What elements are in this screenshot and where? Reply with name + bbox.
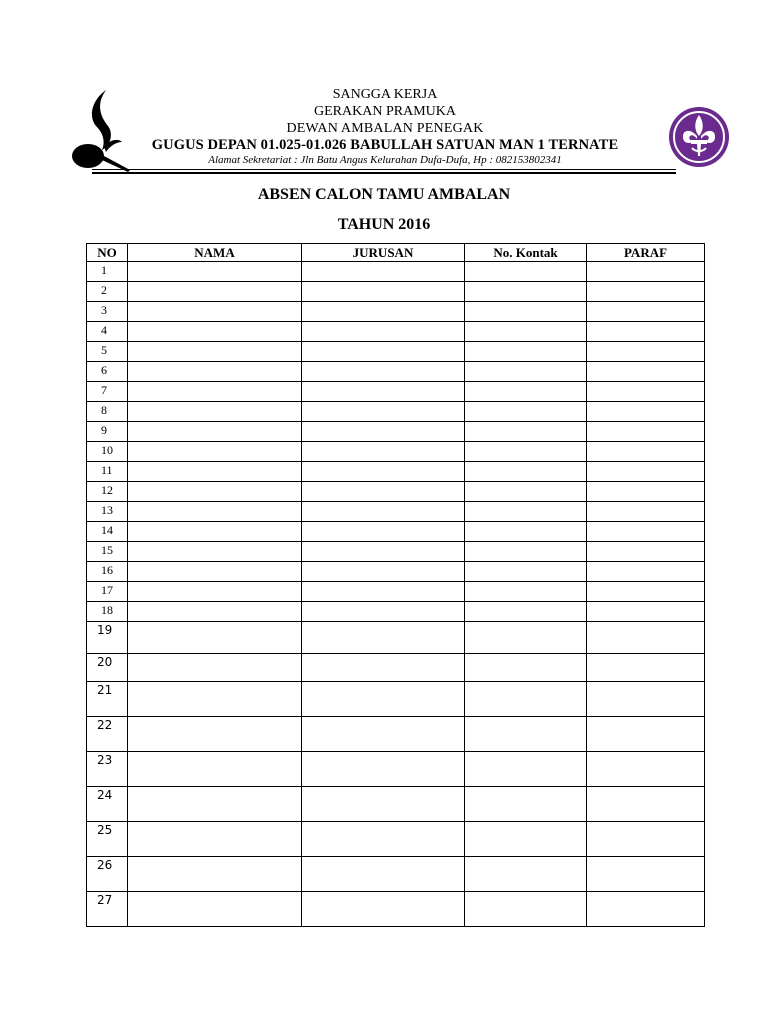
tunas-kelapa-logo-icon [66, 86, 130, 174]
blank-cell[interactable] [587, 342, 705, 362]
table-row [87, 302, 705, 322]
blank-cell[interactable] [128, 822, 302, 857]
blank-cell[interactable] [465, 522, 587, 542]
table-row [87, 622, 705, 654]
blank-cell[interactable] [587, 682, 705, 717]
blank-cell[interactable] [587, 382, 705, 402]
blank-cell[interactable] [587, 482, 705, 502]
blank-cell[interactable] [128, 382, 302, 402]
row-number: 11 [87, 462, 128, 482]
blank-cell[interactable] [302, 582, 465, 602]
blank-cell[interactable] [465, 857, 587, 892]
blank-cell[interactable] [587, 302, 705, 322]
table-row [87, 422, 705, 442]
table-row [87, 342, 705, 362]
blank-cell[interactable] [465, 322, 587, 342]
blank-cell[interactable] [302, 654, 465, 682]
blank-cell[interactable] [587, 654, 705, 682]
column-header: No. Kontak [465, 244, 587, 262]
row-number: 15 [87, 542, 128, 562]
blank-cell[interactable] [302, 717, 465, 752]
table-row [87, 682, 705, 717]
header-line-3: DEWAN AMBALAN PENEGAK [286, 121, 484, 136]
blank-cell[interactable] [587, 542, 705, 562]
blank-cell[interactable] [465, 787, 587, 822]
blank-cell[interactable] [587, 892, 705, 927]
blank-cell[interactable] [465, 482, 587, 502]
blank-cell[interactable] [128, 482, 302, 502]
table-row [87, 362, 705, 382]
blank-cell[interactable] [302, 422, 465, 442]
blank-cell[interactable] [128, 582, 302, 602]
blank-cell[interactable] [128, 402, 302, 422]
row-number: 7 [87, 382, 128, 402]
blank-cell[interactable] [128, 654, 302, 682]
blank-cell[interactable] [587, 582, 705, 602]
blank-cell[interactable] [465, 302, 587, 322]
table-row [87, 462, 705, 482]
blank-cell[interactable] [587, 402, 705, 422]
row-number: 20 [87, 654, 128, 682]
row-number: 27 [87, 892, 128, 927]
table-row [87, 892, 705, 927]
blank-cell[interactable] [465, 262, 587, 282]
blank-cell[interactable] [465, 362, 587, 382]
blank-cell[interactable] [128, 622, 302, 654]
blank-cell[interactable] [128, 602, 302, 622]
column-header: PARAF [587, 244, 705, 262]
blank-cell[interactable] [302, 282, 465, 302]
blank-cell[interactable] [302, 787, 465, 822]
blank-cell[interactable] [465, 602, 587, 622]
blank-cell[interactable] [128, 682, 302, 717]
blank-cell[interactable] [465, 682, 587, 717]
blank-cell[interactable] [465, 542, 587, 562]
column-header: JURUSAN [302, 244, 465, 262]
blank-cell[interactable] [587, 422, 705, 442]
blank-cell[interactable] [302, 752, 465, 787]
blank-cell[interactable] [128, 302, 302, 322]
document-title: ABSEN CALON TAMU AMBALAN [257, 186, 511, 203]
blank-cell[interactable] [302, 302, 465, 322]
table-row [87, 522, 705, 542]
document-header [0, 0, 768, 180]
row-number: 3 [87, 302, 128, 322]
header-line-4: GUGUS DEPAN 01.025-01.026 BABULLAH SATUAN MAN 1 TERNATE [151, 137, 619, 153]
blank-cell[interactable] [587, 262, 705, 282]
blank-cell[interactable] [302, 342, 465, 362]
table-row [87, 717, 705, 752]
blank-cell[interactable] [465, 562, 587, 582]
table-row [87, 752, 705, 787]
blank-cell[interactable] [465, 342, 587, 362]
blank-cell[interactable] [302, 322, 465, 342]
blank-cell[interactable] [302, 362, 465, 382]
table-row [87, 787, 705, 822]
table-row [87, 262, 705, 282]
blank-cell[interactable] [128, 462, 302, 482]
table-row [87, 654, 705, 682]
blank-cell[interactable] [302, 462, 465, 482]
row-number: 8 [87, 402, 128, 422]
row-number: 12 [87, 482, 128, 502]
blank-cell[interactable] [128, 442, 302, 462]
table-row [87, 582, 705, 602]
row-number: 25 [87, 822, 128, 857]
blank-cell[interactable] [128, 717, 302, 752]
blank-cell[interactable] [587, 362, 705, 382]
blank-cell[interactable] [128, 342, 302, 362]
row-number: 18 [87, 602, 128, 622]
row-number: 21 [87, 682, 128, 717]
blank-cell[interactable] [587, 622, 705, 654]
blank-cell[interactable] [465, 654, 587, 682]
blank-cell[interactable] [465, 402, 587, 422]
header-line-1: SANGGA KERJA [332, 87, 438, 102]
blank-cell[interactable] [128, 857, 302, 892]
blank-cell[interactable] [587, 752, 705, 787]
column-header: NO [87, 244, 128, 262]
blank-cell[interactable] [465, 892, 587, 927]
table-row [87, 822, 705, 857]
blank-cell[interactable] [302, 682, 465, 717]
table-row [87, 402, 705, 422]
table-row [87, 562, 705, 582]
blank-cell[interactable] [302, 542, 465, 562]
blank-cell[interactable] [128, 892, 302, 927]
blank-cell[interactable] [587, 857, 705, 892]
world-scout-fleur-de-lis-icon [668, 106, 730, 168]
row-number: 5 [87, 342, 128, 362]
blank-cell[interactable] [302, 482, 465, 502]
row-number: 17 [87, 582, 128, 602]
blank-cell[interactable] [465, 502, 587, 522]
blank-cell[interactable] [302, 442, 465, 462]
row-number: 9 [87, 422, 128, 442]
table-row [87, 857, 705, 892]
blank-cell[interactable] [465, 282, 587, 302]
table-body [87, 262, 705, 927]
blank-cell[interactable] [128, 262, 302, 282]
table-row [87, 322, 705, 342]
blank-cell[interactable] [128, 282, 302, 302]
blank-cell[interactable] [587, 462, 705, 482]
blank-cell[interactable] [587, 822, 705, 857]
blank-cell[interactable] [128, 562, 302, 582]
header-rule-thick [92, 172, 676, 174]
row-number: 24 [87, 787, 128, 822]
blank-cell[interactable] [465, 717, 587, 752]
blank-cell[interactable] [587, 602, 705, 622]
blank-cell[interactable] [128, 362, 302, 382]
blank-cell[interactable] [128, 322, 302, 342]
header-address: Alamat Sekretariat : Jln Batu Angus Kelurahan Dufa-Dufa, Hp : 082153802341 [208, 154, 562, 166]
blank-cell[interactable] [587, 717, 705, 752]
table-row [87, 282, 705, 302]
blank-cell[interactable] [587, 787, 705, 822]
attendance-table [86, 243, 705, 927]
row-number: 19 [87, 622, 128, 654]
blank-cell[interactable] [587, 282, 705, 302]
row-number: 10 [87, 442, 128, 462]
blank-cell[interactable] [128, 502, 302, 522]
column-header: NAMA [128, 244, 302, 262]
blank-cell[interactable] [302, 262, 465, 282]
blank-cell[interactable] [302, 857, 465, 892]
blank-cell[interactable] [302, 562, 465, 582]
table-row [87, 442, 705, 462]
blank-cell[interactable] [302, 892, 465, 927]
blank-cell[interactable] [465, 422, 587, 442]
table-row [87, 542, 705, 562]
blank-cell[interactable] [128, 752, 302, 787]
blank-cell[interactable] [465, 382, 587, 402]
row-number: 1 [87, 262, 128, 282]
blank-cell[interactable] [587, 502, 705, 522]
blank-cell[interactable] [302, 602, 465, 622]
blank-cell[interactable] [587, 442, 705, 462]
blank-cell[interactable] [465, 462, 587, 482]
row-number: 23 [87, 752, 128, 787]
header-line-2: GERAKAN PRAMUKA [314, 104, 456, 119]
blank-cell[interactable] [302, 822, 465, 857]
row-number: 4 [87, 322, 128, 342]
row-number: 22 [87, 717, 128, 752]
blank-cell[interactable] [302, 622, 465, 654]
blank-cell[interactable] [302, 502, 465, 522]
blank-cell[interactable] [465, 752, 587, 787]
blank-cell[interactable] [465, 442, 587, 462]
blank-cell[interactable] [128, 422, 302, 442]
row-number: 26 [87, 857, 128, 892]
blank-cell[interactable] [465, 822, 587, 857]
table-row [87, 382, 705, 402]
blank-cell[interactable] [587, 522, 705, 542]
table-header-row [87, 244, 705, 262]
row-number: 13 [87, 502, 128, 522]
document-subtitle: TAHUN 2016 [337, 216, 431, 233]
blank-cell[interactable] [302, 522, 465, 542]
row-number: 16 [87, 562, 128, 582]
table-row [87, 482, 705, 502]
row-number: 14 [87, 522, 128, 542]
blank-cell[interactable] [465, 582, 587, 602]
blank-cell[interactable] [302, 382, 465, 402]
blank-cell[interactable] [128, 522, 302, 542]
row-number: 2 [87, 282, 128, 302]
table-row [87, 502, 705, 522]
blank-cell[interactable] [302, 402, 465, 422]
blank-cell[interactable] [128, 542, 302, 562]
row-number: 6 [87, 362, 128, 382]
header-rule-thin [92, 169, 676, 170]
blank-cell[interactable] [465, 622, 587, 654]
table-row [87, 602, 705, 622]
blank-cell[interactable] [587, 322, 705, 342]
blank-cell[interactable] [587, 562, 705, 582]
blank-cell[interactable] [128, 787, 302, 822]
